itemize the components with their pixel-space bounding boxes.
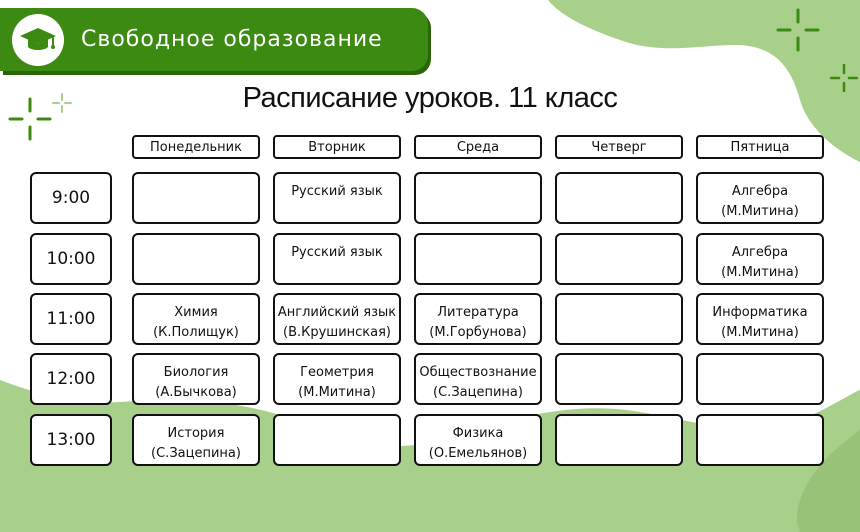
- lesson-cell: [132, 293, 260, 345]
- day-header-friday: Пятница: [696, 135, 824, 159]
- lesson-teacher: (С.Зацепина): [433, 385, 523, 400]
- lesson-cell: [273, 414, 401, 466]
- lesson-subject: Обществознание: [419, 365, 537, 380]
- lesson-cell: [414, 233, 542, 285]
- logo: [12, 14, 64, 66]
- day-header-tuesday: Вторник: [273, 135, 401, 159]
- lesson-subject: Геометрия: [300, 365, 374, 380]
- lesson-cell: [273, 293, 401, 345]
- lesson-subject: Русский язык: [291, 184, 383, 199]
- lesson-teacher: (В.Крушинская): [283, 325, 391, 340]
- lesson-cell: [555, 172, 683, 224]
- lesson-teacher: (К.Полищук): [153, 325, 239, 340]
- lesson-teacher: (М.Митина): [721, 325, 799, 340]
- lesson-teacher: (М.Митина): [721, 204, 799, 219]
- lesson-cell: [414, 414, 542, 466]
- lesson-cell: [555, 414, 683, 466]
- lesson-subject: Алгебра: [731, 245, 789, 260]
- lesson-teacher: (С.Зацепина): [151, 446, 241, 461]
- lesson-cell: [696, 414, 824, 466]
- graduation-cap-icon: [18, 20, 58, 60]
- lesson-cell: [555, 353, 683, 405]
- lesson-cell: [132, 172, 260, 224]
- lesson-subject: Алгебра: [731, 184, 789, 199]
- lesson-cell: [555, 233, 683, 285]
- lesson-cell: [696, 172, 824, 224]
- lesson-subject: Литература: [437, 305, 519, 320]
- lesson-teacher: (А.Бычкова): [155, 385, 237, 400]
- lesson-subject: Биология: [163, 365, 229, 380]
- lesson-cell: [132, 353, 260, 405]
- lesson-cell: [696, 293, 824, 345]
- day-header-thursday: Четверг: [555, 135, 683, 159]
- brand-banner: [0, 8, 428, 71]
- lesson-teacher: (О.Емельянов): [428, 446, 528, 461]
- page-title: Расписание уроков. 11 класс: [242, 82, 618, 114]
- lesson-cell: [414, 293, 542, 345]
- lesson-subject: Русский язык: [291, 245, 383, 260]
- lesson-cell: [132, 233, 260, 285]
- lesson-cell: [132, 414, 260, 466]
- lesson-cell: [414, 353, 542, 405]
- lesson-cell: [696, 233, 824, 285]
- lesson-subject: Химия: [174, 305, 218, 320]
- time-slot: 12:00: [30, 353, 112, 405]
- day-header-wednesday: Среда: [414, 135, 542, 159]
- lesson-subject: Английский язык: [277, 305, 397, 320]
- time-slot: 13:00: [30, 414, 112, 466]
- time-slot: 11:00: [30, 293, 112, 345]
- brand-name: Свободное образование: [81, 27, 383, 52]
- lesson-subject: Информатика: [712, 305, 808, 320]
- lesson-cell: [555, 293, 683, 345]
- time-slot: 10:00: [30, 233, 112, 285]
- sparkle-icon: [776, 8, 820, 52]
- lesson-teacher: (М.Митина): [721, 265, 799, 280]
- lesson-cell: [273, 172, 401, 224]
- lesson-cell: [273, 353, 401, 405]
- lesson-cell: [696, 353, 824, 405]
- lesson-cell: [273, 233, 401, 285]
- lesson-cell: [414, 172, 542, 224]
- lesson-teacher: (М.Горбунова): [429, 325, 527, 340]
- lesson-subject: История: [167, 426, 225, 441]
- time-slot: 9:00: [30, 172, 112, 224]
- day-header-monday: Понедельник: [132, 135, 260, 159]
- lesson-subject: Физика: [452, 426, 504, 441]
- lesson-teacher: (М.Митина): [298, 385, 376, 400]
